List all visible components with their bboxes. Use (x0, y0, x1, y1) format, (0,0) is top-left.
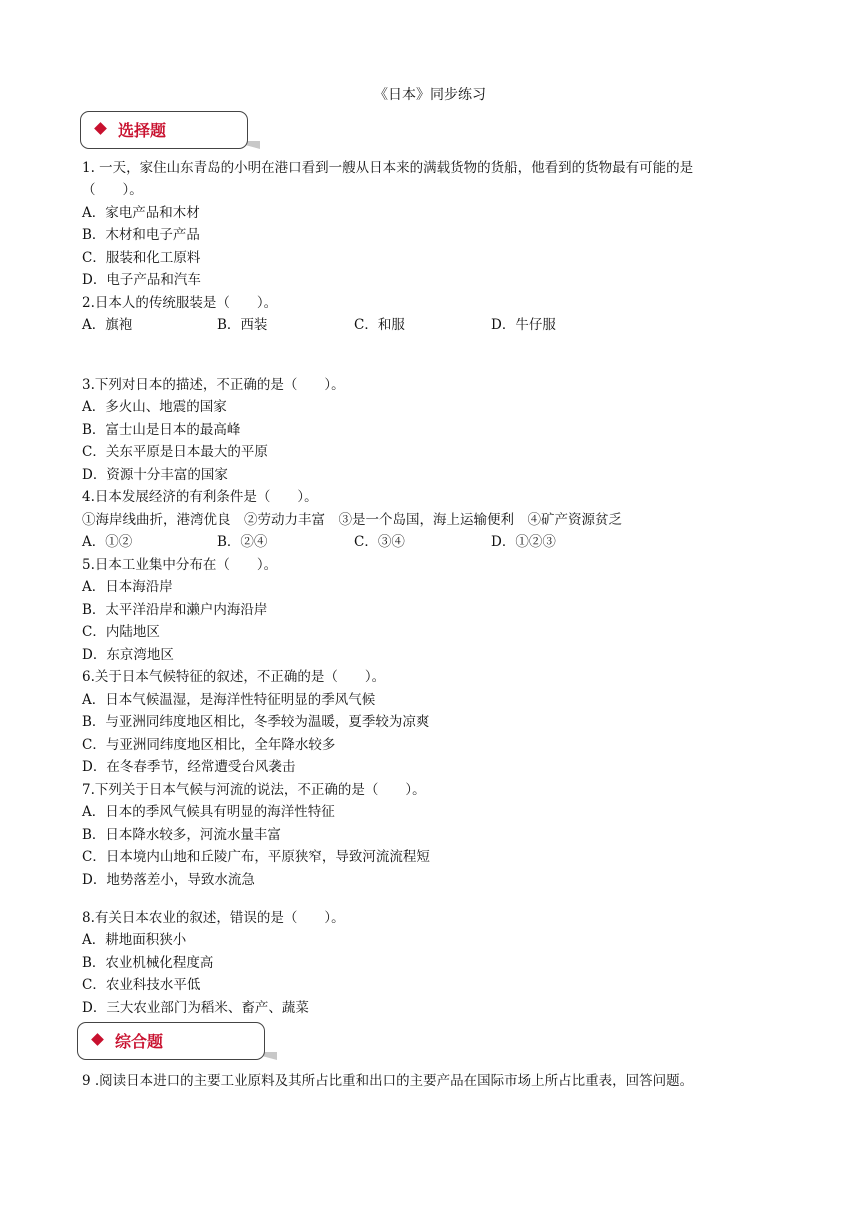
question-1-stem: 1. 一天，家住山东青岛的小明在港口看到一艘从日本来的满载货物的货船，他看到的货物最有可能的是 (82, 160, 694, 176)
question-1-option-d: D．电子产品和汽车 (82, 272, 201, 288)
question-3-option-c: C．关东平原是日本最大的平原 (82, 444, 268, 460)
question-6-option-c: C．与亚洲同纬度地区相比，全年降水较多 (82, 737, 336, 753)
question-1-option-b: B．木材和电子产品 (82, 227, 200, 243)
question-2-option-d: D．牛仔服 (491, 317, 556, 333)
section-header-comprehensive (77, 1022, 267, 1060)
question-3-option-a: A．多火山、地震的国家 (82, 399, 227, 415)
question-4-option-c: C．③④ (354, 534, 405, 550)
header-box (77, 1022, 265, 1060)
question-5-option-d: D．东京湾地区 (82, 647, 174, 663)
question-8-option-c: C．农业科技水平低 (82, 977, 201, 993)
question-1-stem-cont: （ ）。 (82, 182, 143, 198)
question-8-option-a: A．耕地面积狭小 (82, 932, 187, 948)
question-8-stem: 8.有关日本农业的叙述，错误的是（ ）。 (82, 910, 345, 926)
question-6-option-d: D．在冬春季节，经常遭受台风袭击 (82, 759, 296, 775)
question-3-option-b: B．富士山是日本的最高峰 (82, 422, 241, 438)
question-7-option-c: C．日本境内山地和丘陵广布，平原狭窄，导致河流流程短 (82, 849, 430, 865)
section-label: 选择题 (118, 121, 167, 140)
question-5-option-b: B．太平洋沿岸和濑户内海沿岸 (82, 602, 268, 618)
question-2-option-c: C．和服 (354, 317, 405, 333)
question-6-option-b: B．与亚洲同纬度地区相比，冬季较为温暖，夏季较为凉爽 (82, 714, 430, 730)
question-3-stem: 3.下列对日本的描述，不正确的是（ ）。 (82, 377, 345, 393)
section-header-choice (80, 111, 270, 149)
question-4-option-b: B．②④ (217, 534, 268, 550)
question-5-stem: 5.日本工业集中分布在（ ）。 (82, 557, 278, 573)
question-4-option-a: A．①② (82, 534, 133, 550)
document-title: 《日本》同步练习 (374, 87, 486, 103)
question-2-option-b: B．西装 (217, 317, 268, 333)
question-3-option-d: D．资源十分丰富的国家 (82, 467, 228, 483)
question-1-option-a: A．家电产品和木材 (82, 205, 200, 221)
question-5-option-c: C．内陆地区 (82, 624, 160, 640)
question-6-stem: 6.关于日本气候特征的叙述，不正确的是（ ）。 (82, 669, 386, 685)
question-2-stem: 2.日本人的传统服装是（ ）。 (82, 295, 278, 311)
section-label: 综合题 (115, 1032, 164, 1051)
question-7-option-a: A．日本的季风气候具有明显的海洋性特征 (82, 804, 335, 820)
question-4-option-d: D．①②③ (491, 534, 556, 550)
question-7-option-d: D．地势落差小，导致水流急 (82, 872, 255, 888)
question-4-stem: 4.日本发展经济的有利条件是（ ）。 (82, 489, 318, 505)
question-5-option-a: A．日本海沿岸 (82, 579, 173, 595)
question-6-option-a: A．日本气候温湿，是海洋性特征明显的季风气候 (82, 692, 376, 708)
question-7-stem: 7.下列关于日本气候与河流的说法，不正确的是（ ）。 (82, 782, 426, 798)
question-4-items: ①海岸线曲折，港湾优良 ②劳动力丰富 ③是一个岛国，海上运输便利 ④矿产资源贫乏 (82, 512, 622, 528)
question-8-option-b: B．农业机械化程度高 (82, 955, 214, 971)
question-2-option-a: A．旗袍 (82, 317, 133, 333)
question-9-stem: 9 .阅读日本进口的主要工业原料及其所占比重和出口的主要产品在国际市场上所占比重表，回答问题。 (82, 1073, 694, 1089)
question-7-option-b: B．日本降水较多，河流水量丰富 (82, 827, 281, 843)
question-1-option-c: C．服装和化工原料 (82, 250, 201, 266)
question-8-option-d: D．三大农业部门为稻米、畜产、蔬菜 (82, 1000, 309, 1016)
